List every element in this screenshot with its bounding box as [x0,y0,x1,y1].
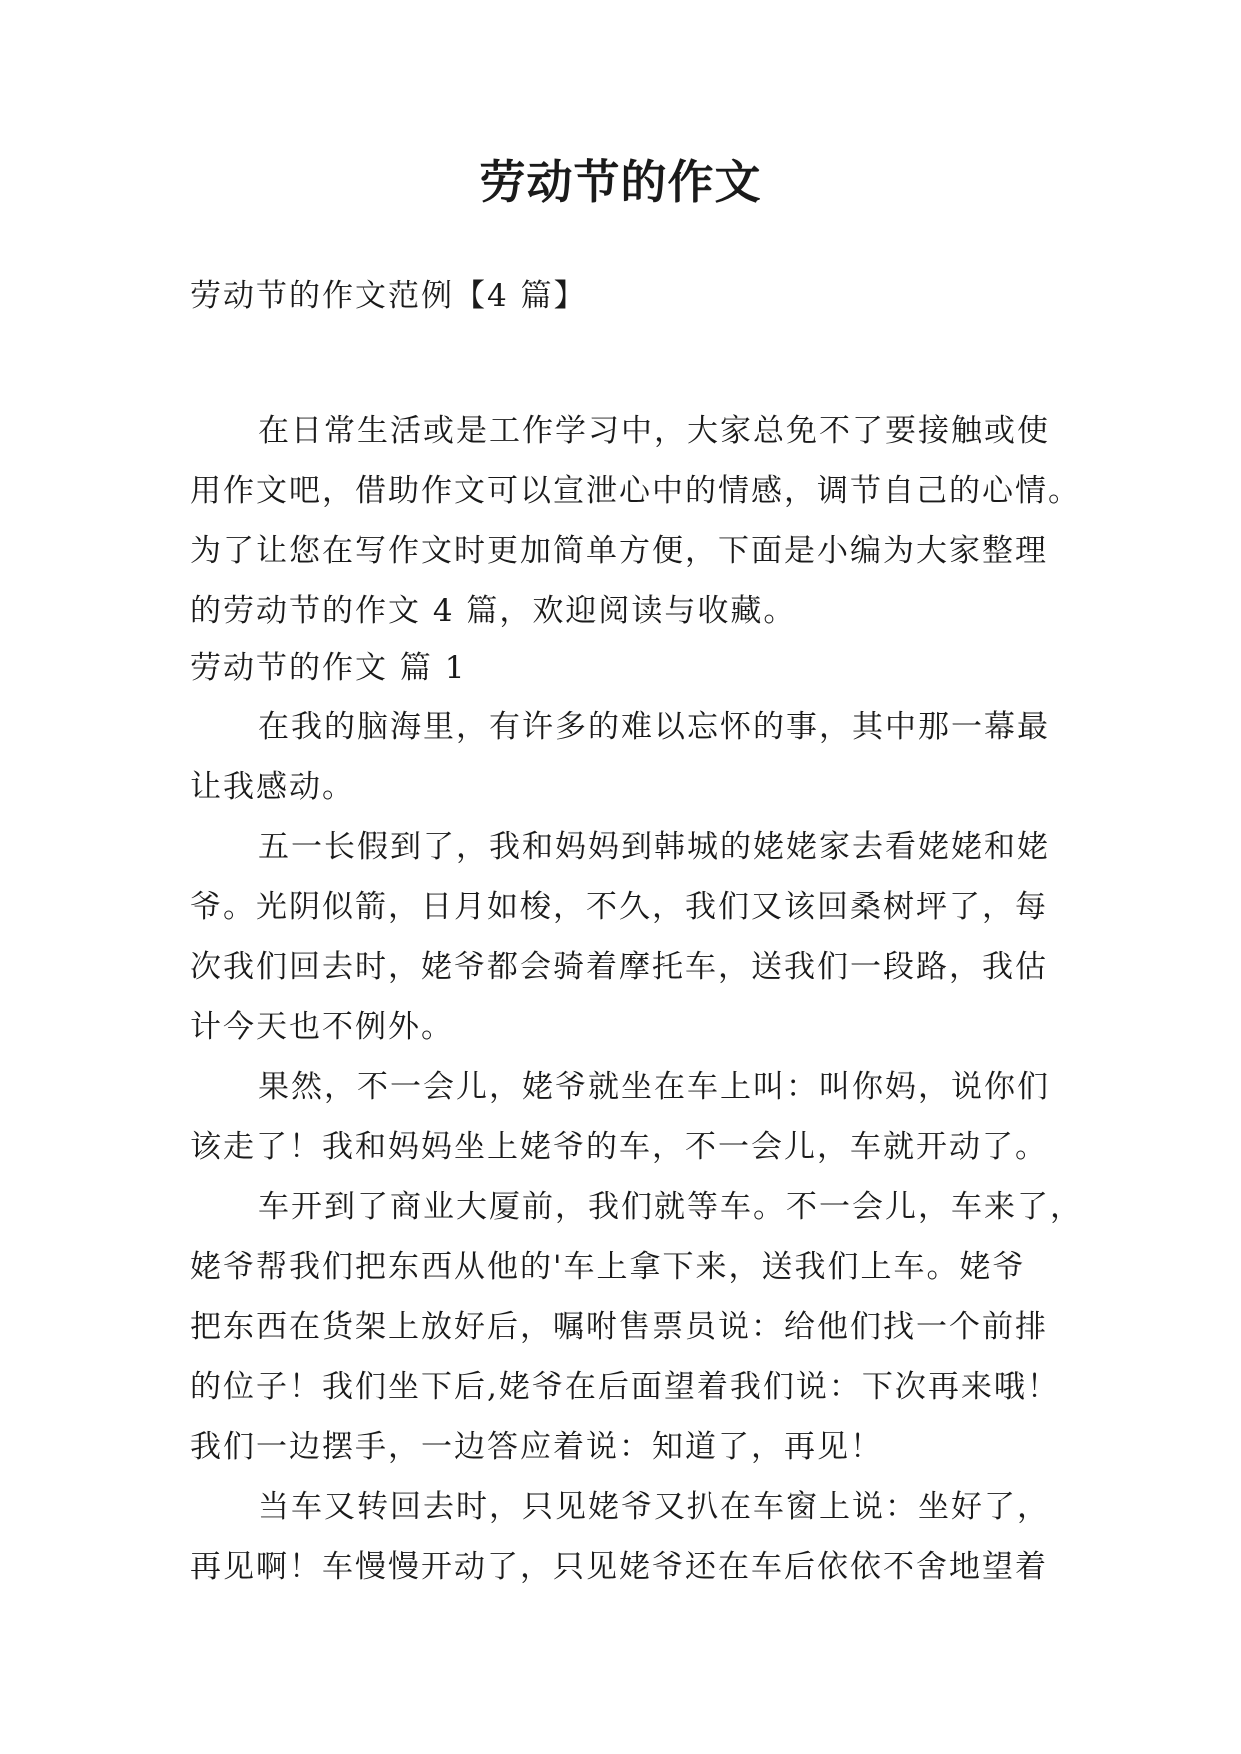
document-subtitle: 劳动节的作文范例【4 篇】 [190,278,587,314]
paragraph-line: 我们一边摆手，一边答应着说：知道了，再见！ [190,1429,883,1465]
paragraph-line: 把东西在货架上放好后，嘱咐售票员说：给他们找一个前排 [190,1309,1048,1345]
paragraph-line: 该走了！我和妈妈坐上姥爷的车，不一会儿，车就开动了。 [190,1129,1048,1165]
paragraph-line: 让我感动。 [190,769,355,805]
paragraph-line: 的劳动节的作文 4 篇，欢迎阅读与收藏。 [190,593,797,629]
paragraph-line: 为了让您在写作文时更加简单方便，下面是小编为大家整理 [190,533,1048,569]
paragraph-line: 用作文吧，借助作文可以宣泄心中的情感，调节自己的心情。 [190,473,1081,509]
paragraph-line: 果然，不一会儿，姥爷就坐在车上叫：叫你妈，说你们 [258,1069,1050,1105]
paragraph-line: 在日常生活或是工作学习中，大家总免不了要接触或使 [258,413,1050,449]
paragraph-line: 再见啊！车慢慢开动了，只见姥爷还在车后依依不舍地望着 [190,1549,1048,1585]
paragraph-line: 车开到了商业大厦前，我们就等车。不一会儿，车来了， [258,1189,1083,1225]
page-title: 劳动节的作文 [479,155,762,209]
paragraph-line: 五一长假到了，我和妈妈到韩城的姥姥家去看姥姥和姥 [258,829,1050,865]
paragraph-line: 计今天也不例外。 [190,1009,454,1045]
paragraph-line: 姥爷帮我们把东西从他的'车上拿下来，送我们上车。姥爷 [190,1249,1026,1285]
paragraph-line: 爷。光阴似箭，日月如梭，不久，我们又该回桑树坪了，每 [190,889,1048,925]
paragraph-line: 在我的脑海里，有许多的难以忘怀的事，其中那一幕最 [258,709,1050,745]
paragraph-line: 的位子！我们坐下后,姥爷在后面望着我们说：下次再来哦！ [190,1369,1060,1405]
section-heading: 劳动节的作文 篇 1 [190,650,467,686]
paragraph-line: 次我们回去时，姥爷都会骑着摩托车，送我们一段路，我估 [190,949,1048,985]
paragraph-line: 当车又转回去时，只见姥爷又扒在车窗上说：坐好了， [258,1489,1050,1525]
